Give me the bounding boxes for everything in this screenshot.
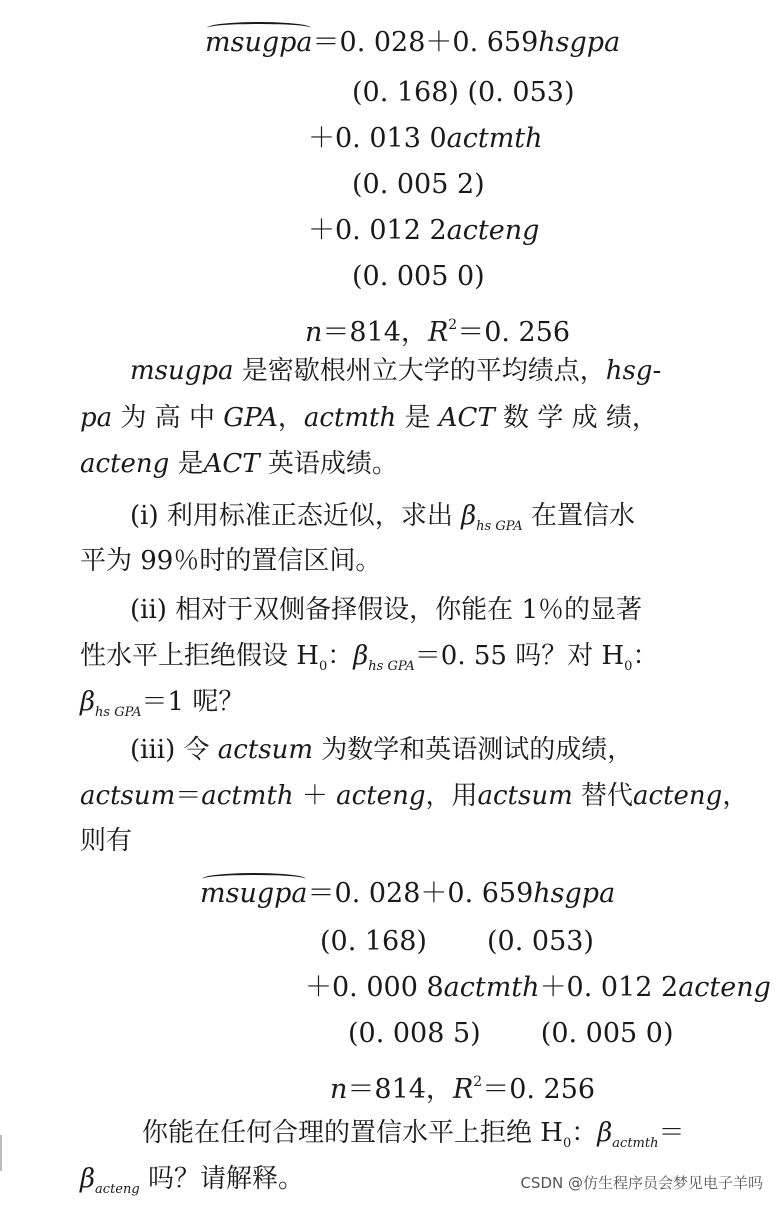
eq1-line3: ＋0. 012 2acteng — [308, 215, 540, 246]
question-iii-line2: actsum＝actmth ＋ acteng，用actsum 替代acteng， — [80, 781, 749, 811]
eq1-se3: (0. 005 0) — [352, 261, 485, 292]
eq2-se1: (0. 168) (0. 053) — [320, 926, 594, 957]
eq1-line2: ＋0. 013 0actmth — [308, 123, 543, 154]
watermark-text: CSDN @仿生程序员会梦见电子羊吗 — [520, 1174, 763, 1192]
para1-line3: acteng 是ACT 英语成绩。 — [80, 449, 398, 479]
question-ii-line1: (ii) 相对于双侧备择假设，你能在 1％的显著 — [130, 595, 642, 625]
question-i-line1: (i) 利用标准正态近似，求出 $\beta_{hs GPA}$ 在置信水 — [130, 501, 635, 534]
eq1-se2: (0. 005 2) — [352, 169, 485, 200]
eq2-se2: (0. 008 5) (0. 005 0) — [348, 1018, 674, 1049]
question-iii-line1: (iii) 令 actsum 为数学和英语测试的成绩， — [130, 735, 634, 765]
question-ii-line2: 性水平上拒绝假设 $H_0$：$\beta_{hs GPA}=0$. 55 吗？对 $H_0$： — [80, 641, 659, 674]
eq1-line1: msugpa＝0. 028＋0. 659hsgpa — [205, 27, 621, 58]
eq2-line2: ＋0. 000 8actmth＋0. 012 2acteng — [305, 972, 771, 1003]
para1-line2: pa 为 高 中 GPA，actmth 是 ACT 数 学 成 绩， — [80, 403, 658, 433]
eq2-lhs: msugpa — [200, 878, 308, 909]
eq1-stats: n＝814，$R^2=0$. 256 — [305, 317, 571, 348]
page-edge-mark — [0, 1135, 12, 1171]
eq1-se1: (0. 168) (0. 053) — [352, 77, 575, 108]
question-iii-line3: 则有 — [80, 826, 133, 856]
question-iv-line1: 你能在任何合理的置信水平上拒绝 $H_0$：$\beta_{actmth}=$ — [142, 1118, 685, 1151]
question-i-line2: 平为 99％时的置信区间。 — [80, 546, 382, 576]
question-iv-line2: $\beta_{acteng}$ 吗？请解释。 — [80, 1164, 304, 1197]
eq1-lhs: msugpa — [205, 27, 313, 58]
para1-line1: msugpa 是密歇根州立大学的平均绩点，hsg- — [130, 356, 662, 386]
question-ii-line3: $\beta_{hs GPA}=1$ 呢？ — [80, 687, 245, 720]
eq2-stats: n＝814，$R^2=0$. 256 — [330, 1074, 596, 1105]
eq2-line1: msugpa＝0. 028＋0. 659hsgpa — [200, 878, 616, 909]
